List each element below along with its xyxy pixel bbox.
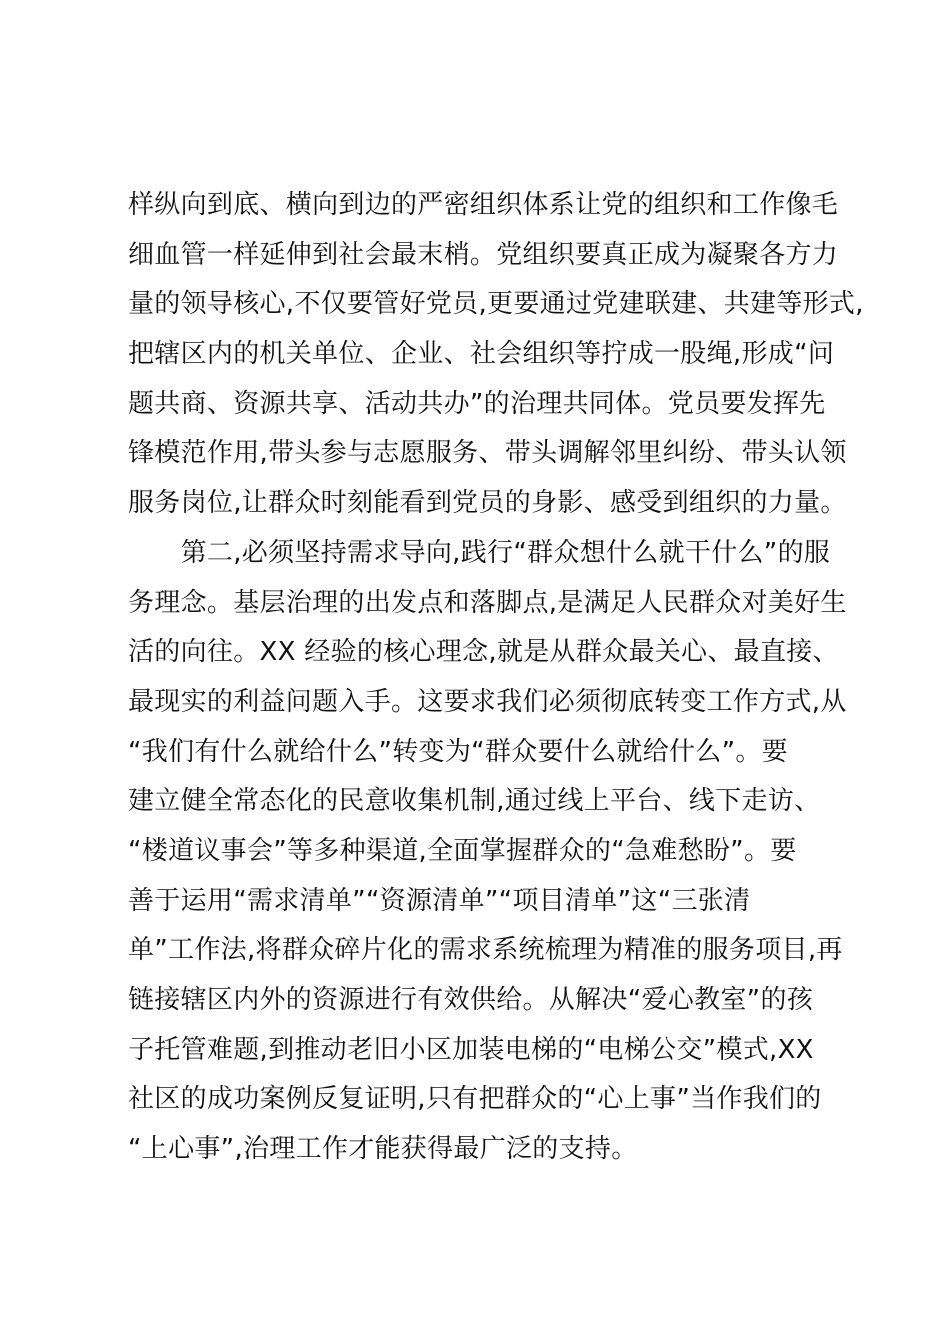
text-line: 题共商、资源共享、活动共办”的治理共同体。党员要发挥先 xyxy=(128,388,826,419)
text-line: “楼道议事会”等多种渠道,全面掌握群众的“急难愁盼”。要 xyxy=(128,835,797,866)
text-line: 细血管一样延伸到社会最末梢。党组织要真正成为凝聚各方力 xyxy=(128,239,839,270)
text-line: “上心事”,治理工作才能获得最广泛的支持。 xyxy=(128,1134,638,1165)
text-line: 服务岗位,让群众时刻能看到党员的身影、感受到组织的力量。 xyxy=(128,488,847,519)
text-line: “我们有什么就给什么”转变为“群众要什么就给什么”。要 xyxy=(128,736,788,767)
text-line: 样纵向到底、横向到边的严密组织体系让党的组织和工作像毛 xyxy=(128,190,839,220)
text-line: 子托管难题,到推动老旧小区加装电梯的“电梯公交”模式,XX xyxy=(128,1034,814,1065)
text-line: 链接辖区内外的资源进行有效供给。从解决“爱心教室”的孩 xyxy=(128,985,814,1015)
text-line: 量的领导核心,不仅要管好党员,更要通过党建联建、共建等形式, xyxy=(128,289,864,320)
body-text xyxy=(128,181,864,1175)
text-line: 建立健全常态化的民意收集机制,通过线上平台、线下走访、 xyxy=(128,786,821,817)
text-line: 把辖区内的机关单位、企业、社会组织等拧成一股绳,形成“问 xyxy=(128,339,835,370)
paragraph-start-line: 第二,必须坚持需求导向,践行“群众想什么就干什么”的服 xyxy=(128,537,831,568)
text-line: 锋模范作用,带头参与志愿服务、带头调解邻里纠纷、带头认领 xyxy=(128,438,847,469)
text-line: 善于运用“需求清单”“资源清单”“项目清单”这“三张清 xyxy=(128,885,751,916)
text-line: 活的向往。XX 经验的核心理念,就是从群众最关心、最直接、 xyxy=(128,637,839,668)
text-line: 务理念。基层治理的出发点和落脚点,是满足人民群众对美好生 xyxy=(128,587,847,618)
text-line: 社区的成功案例反复证明,只有把群众的“心上事”当作我们的 xyxy=(128,1084,822,1115)
text-line: 最现实的利益问题入手。这要求我们必须彻底转变工作方式,从 xyxy=(128,686,847,717)
text-line: 单”工作法,将群众碎片化的需求系统梳理为精准的服务项目,再 xyxy=(128,935,843,966)
